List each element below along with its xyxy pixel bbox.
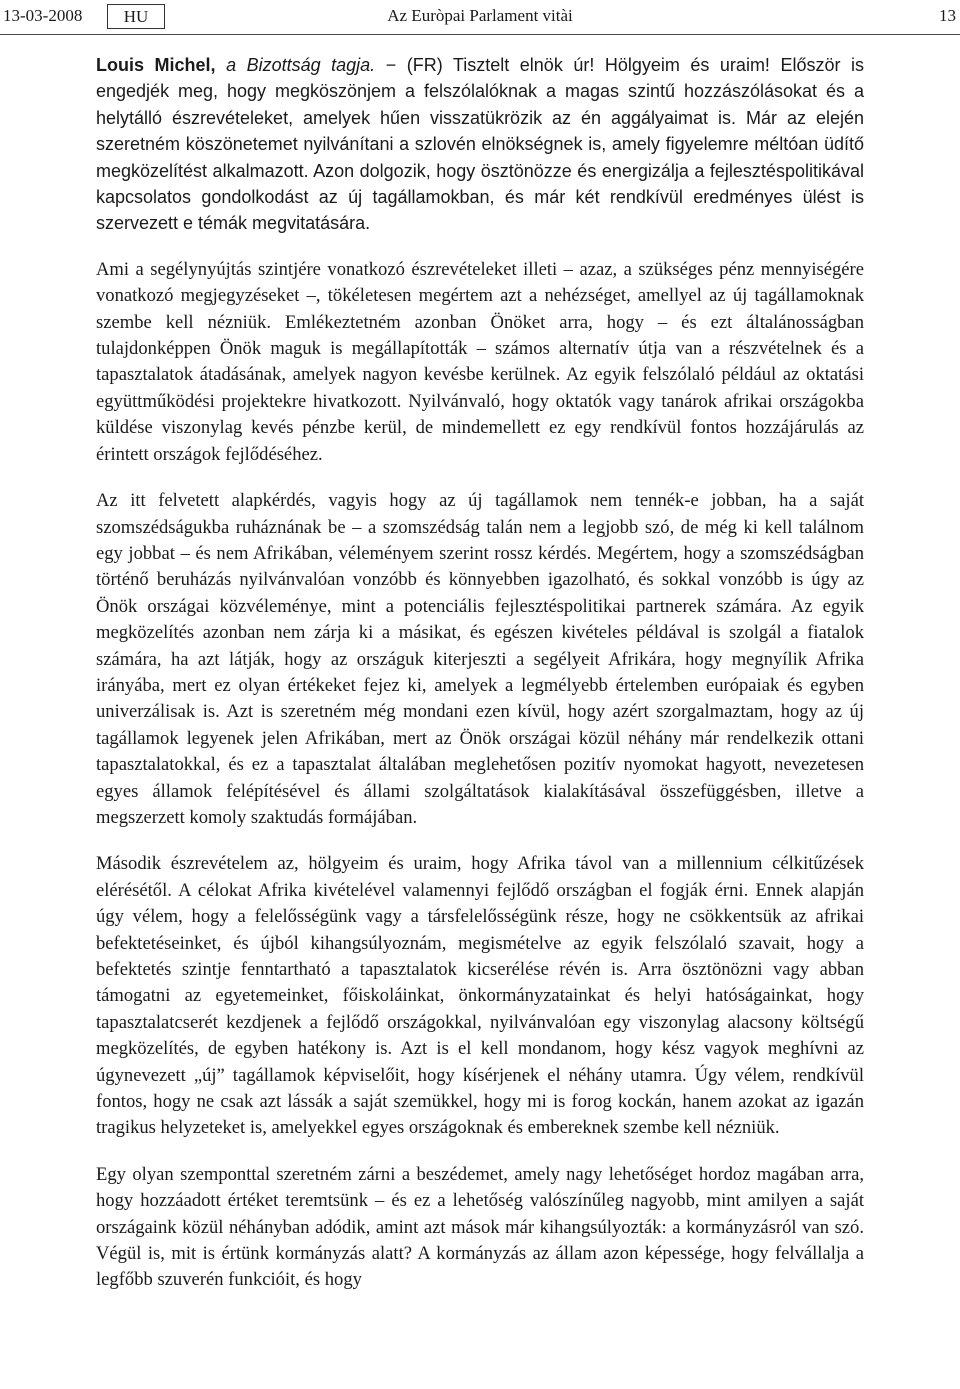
page-number: 13 bbox=[939, 6, 956, 25]
document-body bbox=[96, 52, 864, 1314]
speaker-name: Louis Michel, bbox=[96, 55, 216, 75]
language-marker: − (FR) bbox=[385, 55, 443, 75]
language-code-box: HU bbox=[107, 4, 165, 29]
paragraph-4: Második észrevételem az, hölgyeim és uraim, hogy Afrika távol van a millennium célkitűzések elérésétől. A célokat Afrika kivételével valamennyi fejlődő országban el fogják érni. Ennek alapján úgy vélem, hogy a felelősségünk vagy a társfelelősségünk része, hogy ne csökkentsük az afrikai befektetéseinket, és újból kihangsúlyoznám, megismételve az egyik felszólaló szavait, hogy a befektetés szintje fenntartható a tapasztalatok kicserélése révén is. Arra ösztönözni vagy abban támogatni az egyetemeinket, főiskoláinkat, önkormányzatainkat és helyi hatóságainkat, hogy tapasztalatcserét kezdjenek a fejlődő országokkal, nyilvánvalóan egy viszonylag alacsony költségű megközelítés, de egyben hatékony is. Azt is el kell mondanom, hogy kész vagyok meghívni az úgynevezett „új” tagállamok képviselőit, hogy kísérjenek el néhány utamra. Úgy vélem, rendkívül fontos, hogy ne csak azt lássák a saját szemükkel, hogy mi is forog kockán, hanem azokat az igazán tragikus helyzeteket is, amelyekkel egyes országoknak és embereknek szembe kell nézniük. bbox=[96, 853, 864, 1139]
page-header bbox=[0, 0, 960, 35]
speaker-role: a Bizottság tagja. bbox=[226, 55, 376, 75]
header-date: 13-03-2008 bbox=[3, 6, 83, 25]
paragraph-3: Az itt felvetett alapkérdés, vagyis hogy az új tagállamok nem tennék-e jobban, ha a saját szomszédságukba ruháznának be – a szomszédság talán nem a legjobb szó, de még ki kell találnom egy jobbat – és nem Afrikában, véleményem szerint rossz kérdés. Megértem, hogy a szomszédságban történő beruházás nyilvánvalóan vonzóbb és könnyebben igazolható, és sokkal vonzóbb is úgy az Önök országai közvéleménye, mint a potenciális fejlesztéspolitikai partnerek számára. Az egyik megközelítés azonban nem zárja ki a másikat, és egészen kivételes példával is szolgál a fiatalok számára, ha azt látják, hogy az országuk kiterjeszti a segélyeit Afrikára, hogy megnyílik Afrika irányába, mert ez olyan értékeket fejez ki, amelyek a legmélyebb értelemben európaiak és egyben univerzálisak is. Azt is szeretném még mondani ezen kívül, hogy azért szorgalmaztam, hogy az új tagállamok legyenek jelen Afrikában, mert az Önök országai közül néhány már rendelkezik ottani tapasztalatokkal, és ez a tapasztalat általában meglehetősen pozitív nyomokat hagyott, nevezetesen egyes államok felépítésével és állami szolgáltatások kialakításával összefüggésben, illetve a megszerzett komoly szaktudás formájában. bbox=[96, 490, 864, 828]
paragraph-1 bbox=[96, 52, 864, 237]
paragraph-1-text: Tisztelt elnök úr! Hölgyeim és uraim! Először is engedjék meg, hogy megköszönjem a felszólalóknak a magas szintű hozzászólásokat és a helytálló észrevételeket, amelyek hűen visszatükrözik az én aggályaimat is. Már az elején szeretném köszönetemet nyilvánítani a szlovén elnökségnek is, amely figyelemre méltóan üdítő megközelítést alkalmazott. Azon dolgozik, hogy ösztönözze és energizálja a fejlesztéspolitikával kapcsolatos gondolkodást az új tagállamokban, és már két rendkívül eredményes ülést is szervezett e témák megvitatására. bbox=[96, 55, 864, 234]
paragraph-2: Ami a segélynyújtás szintjére vonatkozó észrevételeket illeti – azaz, a szükséges pénz mennyiségére vonatkozó megjegyzéseket –, tökéletesen megértem azt a nehézséget, amellyel az új tagállamoknak szembe kell nézniük. Emlékeztetném azonban Önöket arra, hogy – és ezt általánosságban tulajdonképpen Önök maguk is megállapították – számos alternatív útja van a részvételnek és a tapasztalatok átadásának, amelyek nagyon kevésbe kerülnek. Az egyik felszólaló például az oktatási együttműködési projektekre hivatkozott. Nyilvánvaló, hogy oktatók vagy tanárok afrikai országokba küldése viszonylag kevés pénzbe kerül, de mindemellett ez egy rendkívül fontos hozzájárulás az érintett országok fejlődéséhez. bbox=[96, 258, 864, 465]
header-title: Az Euròpai Parlament vitài bbox=[387, 6, 573, 25]
paragraph-5: Egy olyan szemponttal szeretném zárni a beszédemet, amely nagy lehetőséget hordoz magában arra, hogy hozzáadott értéket teremtsünk – és ez a lehetőség valószínűleg nagyobb, mint amilyen a saját országaink közül néhányban adódik, amint azt mások már kihangsúlyozták: a kormányzásról van szó. Végül is, mit is értünk kormányzás alatt? A kormányzás az állam azon képessége, hogy felvállalja a legfőbb szuverén funkcióit, és hogy bbox=[96, 1163, 864, 1291]
